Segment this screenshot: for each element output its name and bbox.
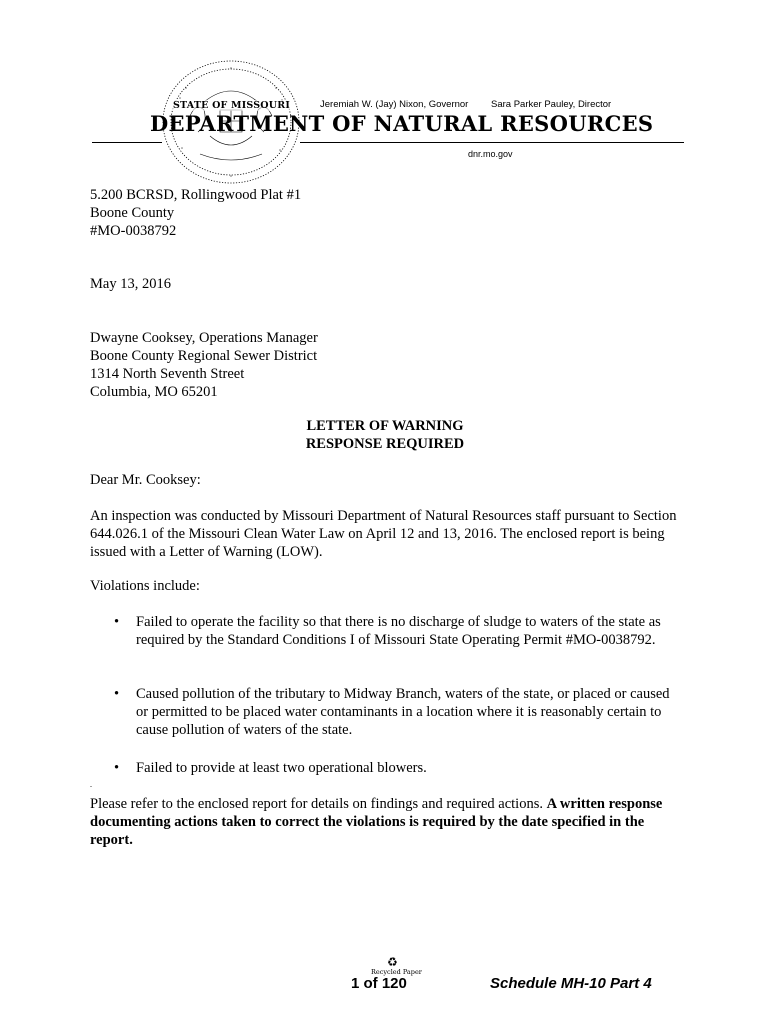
closing-text: Please refer to the enclosed report for details on findings and required actions. (90, 796, 547, 812)
closing-paragraph (90, 795, 680, 849)
page-number: 1 of 120 (351, 975, 407, 992)
governor-name: Jeremiah W. (Jay) Nixon, Governor (320, 99, 469, 110)
recycle-icon: ♻ (387, 955, 398, 969)
salutation: Dear Mr. Cooksey: (90, 472, 201, 488)
recycled-paper-label: Recycled Paper (371, 968, 422, 976)
schedule-label: Schedule MH-10 Part 4 (490, 975, 652, 992)
bullet-icon: • (114, 614, 120, 630)
letterhead-rule-right (300, 142, 684, 143)
violations-label: Violations include: (90, 578, 200, 594)
reference-county: Boone County (90, 205, 175, 221)
state-name: STATE OF MISSOURI (173, 100, 290, 111)
letter-heading-subtitle: RESPONSE REQUIRED (305, 436, 465, 452)
bullet-icon: • (114, 686, 120, 702)
violation-item: Failed to provide at least two operational blowers. (136, 760, 427, 776)
reference-permit: #MO-0038792 (90, 223, 177, 239)
violation-item: Failed to operate the facility so that there is no discharge of sludge to waters of the state as required by the Standard Conditions I of Missouri State Operating Permit #MO-0038792. (136, 614, 661, 648)
website-link[interactable]: dnr.mo.gov (468, 149, 513, 159)
department-title: DEPARTMENT OF NATURAL RESOURCES (150, 111, 654, 136)
stray-mark: . (90, 780, 92, 789)
closing-bold-text: A written response documenting actions taken to correct the violations is required by the date specified in the report. (90, 796, 663, 848)
bullet-icon: • (114, 760, 120, 776)
director-name: Sara Parker Pauley, Director (491, 99, 612, 110)
recipient-organization: Boone County Regional Sewer District (90, 348, 318, 364)
letterhead-rule-left (92, 142, 162, 143)
reference-line: 5.200 BCRSD, Rollingwood Plat #1 (90, 187, 302, 203)
recipient-name: Dwayne Cooksey, Operations Manager (90, 330, 318, 346)
intro-paragraph: An inspection was conducted by Missouri Department of Natural Resources staff pursuant to Section 644.026.1 of the Missouri Clean Water Law on April 12 and 13, 2016. The enclosed report is being issued with a Letter of Warning (LOW). (90, 508, 677, 560)
recipient-street: 1314 North Seventh Street (90, 366, 245, 382)
recipient-city: Columbia, MO 65201 (90, 384, 218, 400)
letter-heading-title: LETTER OF WARNING (306, 418, 464, 434)
violation-item: Caused pollution of the tributary to Midway Branch, waters of the state, or placed or caused or permitted to be placed water contaminants in a location where it is reasonably certain to cause pollution of waters of the state. (136, 686, 670, 738)
letter-date: May 13, 2016 (90, 276, 171, 292)
